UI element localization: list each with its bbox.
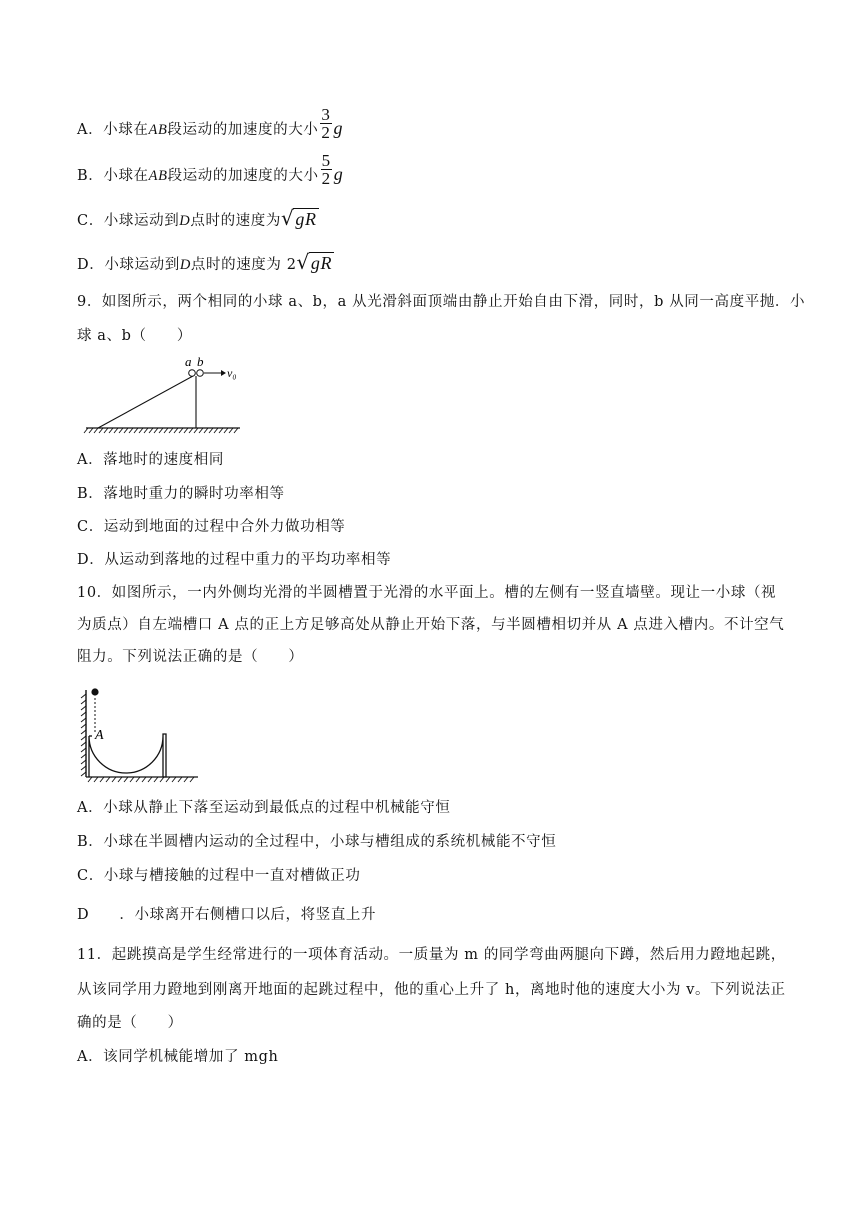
- q11-stem-line3: 确的是（ ）: [77, 1015, 183, 1031]
- q9-ground-hatch: [84, 428, 238, 433]
- q8-c-point: D: [179, 213, 191, 229]
- q11-stem-line2: 从该同学用力蹬地到刚离开地面的起跳过程中，他的重心上升了 h，离地时他的速度大小为 v。下列说法正: [77, 982, 786, 998]
- q8-b-den: 2: [321, 168, 331, 188]
- q8-d-radical-sign: √: [296, 250, 310, 274]
- q8-b-mid: 段运动的加速度的大小: [167, 168, 319, 184]
- q9-option-d: D．从运动到落地的过程中重力的平均功率相等: [77, 552, 392, 568]
- q10-ball: [91, 688, 98, 695]
- q9-figure: [84, 354, 244, 436]
- q8-a-g: g: [333, 118, 344, 138]
- q9-ball-b: [197, 370, 204, 377]
- q9-incline: [98, 376, 193, 428]
- q10-wall-hatch: [81, 694, 86, 776]
- q10-ground-hatch: [88, 777, 194, 782]
- q9-option-c: C．运动到地面的过程中合外力做功相等: [77, 519, 346, 535]
- q8-b-num: 5: [321, 150, 331, 170]
- q8-option-a: [77, 104, 344, 142]
- q8-c-mid: 点时的速度为: [190, 213, 281, 229]
- q9-label-a: a: [185, 354, 192, 369]
- q8-a-fraction: [320, 106, 331, 141]
- q8-option-c: [77, 208, 319, 231]
- q8-d-point: D: [179, 257, 191, 273]
- q10-option-a: A．小球从静止下落至运动到最低点的过程中机械能守恒: [77, 800, 451, 816]
- q10-stem-line2: 为质点）自左端槽口 A 点的正上方足够高处从静止开始下落，与半圆槽相切并从 A 点进入槽内。不计空气: [77, 617, 785, 633]
- q8-d-mid: 点时的速度为 2: [190, 257, 297, 273]
- q8-option-d: [77, 252, 334, 275]
- q11-stem-line1: 11．起跳摸高是学生经常进行的一项体育活动。一质量为 m 的同学弯曲两腿向下蹲，然后用力蹬地起跳，: [77, 947, 786, 963]
- q8-c-radical-sign: √: [280, 206, 295, 230]
- q8-b-seg: AB: [148, 168, 168, 184]
- q8-a-seg: AB: [148, 122, 168, 138]
- q9-label-b: b: [197, 354, 204, 369]
- q8-option-b: [77, 150, 344, 188]
- q8-c-radicand: gR: [295, 209, 317, 229]
- q9-label-v0: v₀: [227, 366, 237, 380]
- q9-ball-a: [189, 370, 196, 377]
- q10-label-a: A: [95, 728, 104, 743]
- q10-stem-line3: 阻力。下列说法正确的是（ ）: [77, 649, 304, 665]
- q9-arrow-head: [221, 370, 226, 376]
- q8-b-g: g: [333, 164, 344, 184]
- q9-stem-line1: 9．如图所示，两个相同的小球 a、b，a 从光滑斜面顶端由静止开始自由下滑，同时，b 从同一高度平抛．小: [77, 294, 806, 310]
- q8-c-prefix: C．小球运动到: [77, 213, 180, 229]
- q10-option-b: B．小球在半圆槽内运动的全过程中，小球与槽组成的系统机械能不守恒: [77, 834, 557, 850]
- q8-a-den: 2: [321, 122, 331, 142]
- q10-option-d: D ．小球离开右侧槽口以后，将竖直上升: [77, 907, 377, 923]
- q10-figure: [74, 684, 204, 784]
- q9-option-b: B．落地时重力的瞬时功率相等: [77, 486, 285, 502]
- q10-option-c: C．小球与槽接触的过程中一直对槽做正功: [77, 868, 361, 884]
- q10-stem-line1: 10．如图所示，一内外侧均光滑的半圆槽置于光滑的水平面上。槽的左侧有一竖直墙壁。现让一小球（视: [77, 585, 777, 601]
- q8-a-prefix: A．小球在: [77, 122, 149, 138]
- q9-stem-line2: 球 a、b（ ）: [77, 328, 192, 344]
- q11-option-a: A．该同学机械能增加了 mgh: [77, 1049, 279, 1065]
- q8-a-num: 3: [321, 104, 331, 124]
- q9-option-a: A．落地时的速度相同: [77, 452, 224, 468]
- q8-d-prefix: D．小球运动到: [77, 257, 180, 273]
- q8-a-mid: 段运动的加速度的大小: [167, 122, 319, 138]
- q8-d-radicand: gR: [310, 253, 333, 273]
- q8-b-prefix: B．小球在: [77, 168, 149, 184]
- q8-b-fraction: [321, 152, 332, 187]
